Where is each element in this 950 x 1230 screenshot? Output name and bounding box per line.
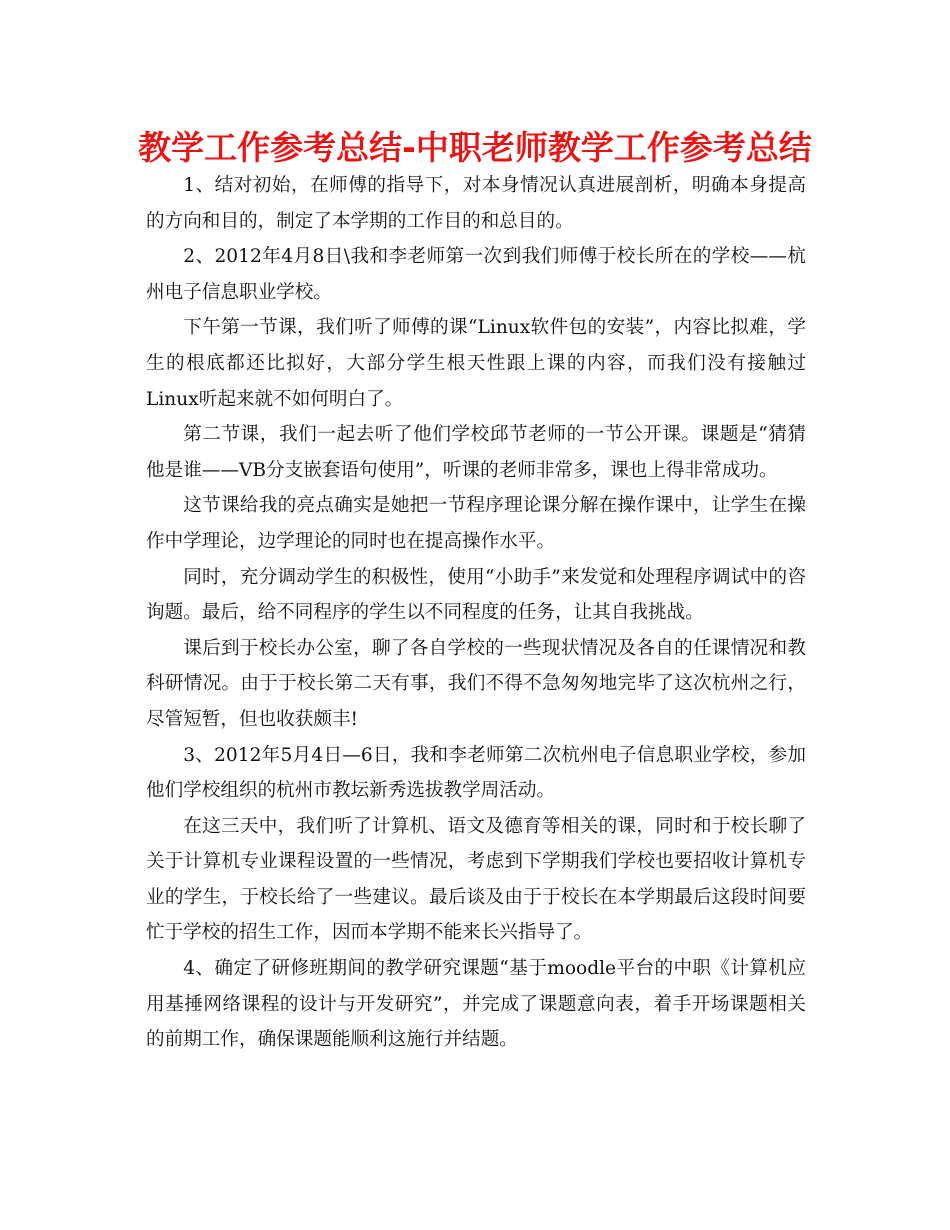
paragraph: 第二节课，我们一起去听了他们学校邱节老师的一节公开课。课题是“猜猜他是谁——VB分支嵌套语句使用”，听课的老师非常多，课也上得非常成功。 [146, 424, 806, 481]
paragraph: 这节课给我的亮点确实是她把一节程序理论课分解在操作课中，让学生在操作中学理论，边学理论的同时也在提高操作水平。 [146, 495, 806, 552]
paragraph: 课后到于校长办公室，聊了各自学校的一些现状情况及各自的任课情况和教科研情况。由于于校长第二天有事，我们不得不急匆匆地完毕了这次杭州之行，尽管短暂，但也收获颇丰! [146, 637, 806, 730]
paragraph: 同时，充分调动学生的积极性，使用“小助手”来发觉和处理程序调试中的咨询题。最后，给不同程序的学生以不同程度的任务，让其自我挑战。 [146, 566, 806, 624]
paragraph: 2、2012年4月8日\我和李老师第一次到我们师傅于校长所在的学校——杭州电子信息职业学校。 [146, 246, 806, 303]
document-body [146, 168, 806, 1058]
paragraph: 4、确定了研修班期间的教学研究课题“基于moodle平台的中职《计算机应用基捶网络课程的设计与开发研究”，并完成了课题意向表，着手开场课题相关的前期工作，确保课题能顺利这施行并结题。 [146, 958, 806, 1051]
document-title: 教学工作参考总结-中职老师教学工作参考总结 [138, 128, 812, 167]
paragraph: 在这三天中，我们听了计算机、语文及德育等相关的课，同时和于校长聊了关于计算机专业课程设置的一些情况，考虑到下学期我们学校也要招收计算机专业的学生，于校长给了一些建议。最后谈及由于于校长在本学期最后这段时间要忙于学校的招生工作，因而本学期不能来长兴指导了。 [146, 815, 806, 944]
paragraph: 下午第一节课，我们听了师傅的课“Linux软件包的安装”，内容比拟难，学生的根底都还比拟好，大部分学生根天性跟上课的内容，而我们没有接触过Linux听起来就不如何明白了。 [146, 317, 806, 410]
paragraph: 1、结对初始，在师傅的指导下，对本身情况认真进展剖析，明确本身提高的方向和目的，制定了本学期的工作目的和总目的。 [146, 175, 806, 232]
paragraph: 3、2012年5月4日—6日，我和李老师第二次杭州电子信息职业学校，参加他们学校组织的杭州市教坛新秀选拔教学周活动。 [146, 744, 806, 802]
